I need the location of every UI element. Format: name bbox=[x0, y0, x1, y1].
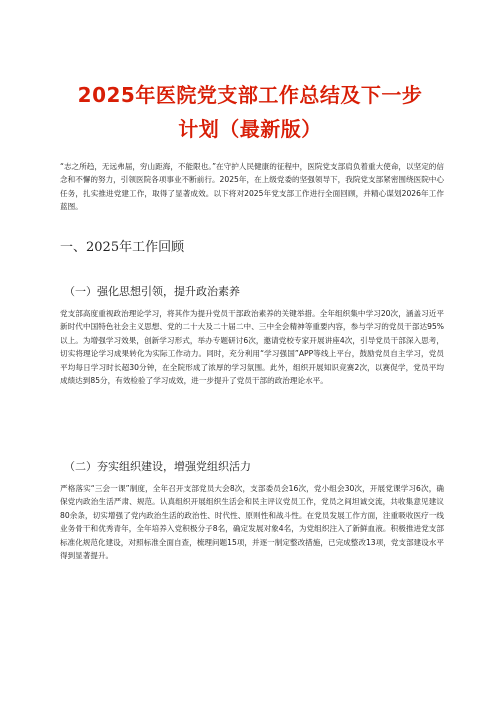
document-title bbox=[40, 78, 460, 146]
title-line-1: 2025年医院党支部工作总结及下一步 bbox=[77, 83, 423, 107]
title-line-2: 计划（最新版） bbox=[178, 117, 322, 141]
paragraph-ideology: 党支部高度重视政治理论学习，将其作为提升党员干部政治素养的关键举措。全年组织集中学习20次，涵盖习近平新时代中国特色社会主义思想、党的二十大及二十届二中、三中全会精神等重要内容，参与学习的党员干部达95%以上。为增强学习效果，创新学习形式，举办专题研讨6次，邀请党校专家开展讲座4次，引导党员干部深入思考，切实将理论学习成果转化为实际工作动力。同时，充分利用“学习强国”APP等线上平台，鼓励党员自主学习，党员平均每日学习时长超30分钟，在全院形成了浓厚的学习氛围。此外，组织开展知识竞赛2次，以赛促学，党员平均成绩达到85分，有效检验了学习成效，进一步提升了党员干部的政治理论水平。 bbox=[60, 309, 444, 386]
subsection-heading-organization: （二）夯实组织建设，增强党组织活力 bbox=[64, 460, 251, 473]
subsection-heading-ideology: （一）强化思想引领，提升政治素养 bbox=[64, 285, 240, 298]
section-heading-review: 一、2025年工作回顾 bbox=[60, 240, 185, 255]
intro-paragraph: “志之所趋，无远弗届，穷山距海，不能限也。”在守护人民健康的征程中，医院党支部肩负着重大使命，以坚定的信念和不懈的努力，引领医院各项事业不断前行。2025年，在上级党委的坚强领导下，我院党支部紧密围绕医院中心任务，扎实推进党建工作，取得了显著成效。以下将对2025年党支部工作进行全面回顾，并精心谋划2026年工作蓝图。 bbox=[60, 162, 444, 212]
paragraph-organization: 严格落实“三会一课”制度，全年召开支部党员大会8次，支部委员会16次，党小组会30次，开展党课学习6次，确保党内政治生活严肃、规范。认真组织开展组织生活会和民主评议党员工作，党员之间坦诚交流，共收集意见建议80余条，切实增强了党内政治生活的政治性、时代性、原则性和战斗性。在党员发展工作方面，注重吸收医疗一线业务骨干和优秀青年，全年培养入党积极分子8名，确定发展对象4名，为党组织注入了新鲜血液。积极推进党支部标准化规范化建设，对照标准全面自查，梳理问题15项，并逐一制定整改措施，已完成整改13项，党支部建设水平得到显著提升。 bbox=[60, 484, 444, 561]
